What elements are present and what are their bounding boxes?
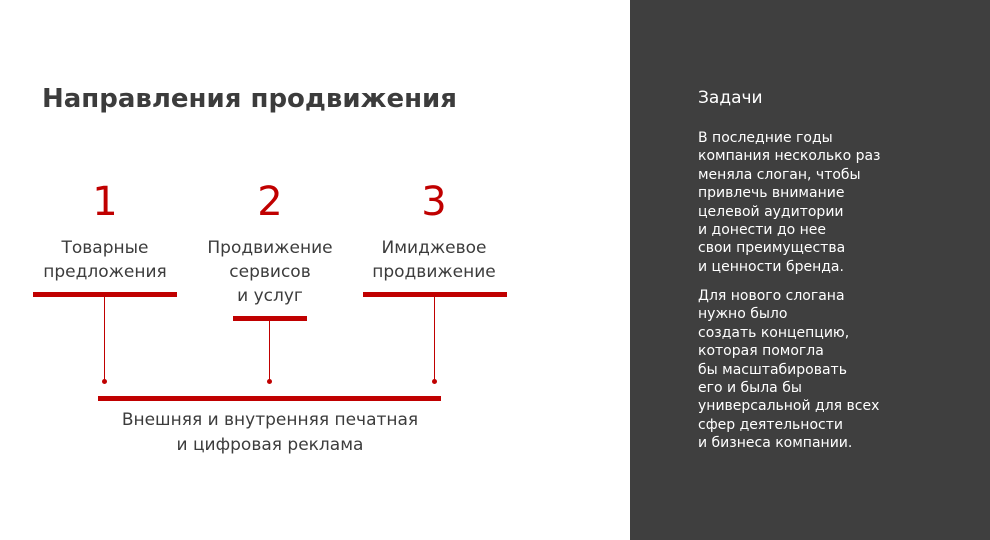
direction-1-label: Товарные предложения <box>43 238 167 282</box>
direction-2-label: Продвижение сервисов и услуг <box>207 238 333 306</box>
advertising-bar <box>98 396 441 401</box>
direction-2-connector-dot <box>267 379 272 384</box>
direction-1-number: 1 <box>92 179 118 225</box>
tasks-paragraph-1: В последние годы компания несколько раз меняла слоган, чтобы привлечь внимание целевой аудитории и донести до нее свои преимущества и ценности бренда. <box>698 130 881 275</box>
direction-2-number: 2 <box>257 179 283 225</box>
direction-2-connector <box>269 321 270 381</box>
direction-1-bar <box>33 292 177 297</box>
direction-3-number: 3 <box>421 179 447 225</box>
advertising-label: Внешняя и внутренняя печатная и цифровая реклама <box>121 410 419 455</box>
tasks-panel <box>630 0 990 540</box>
direction-3-connector <box>434 297 435 381</box>
direction-3-connector-dot <box>432 379 437 384</box>
direction-1-connector-dot <box>102 379 107 384</box>
page-title: Направления продвижения <box>42 84 457 114</box>
tasks-paragraph-2: Для нового слогана нужно было создать концепцию, которая помогла бы масштабировать его и была бы универсальной для всех сфер деятельности и бизнеса компании. <box>698 288 880 452</box>
direction-3-label: Имиджевое продвижение <box>372 238 496 282</box>
direction-1-connector <box>104 297 105 381</box>
direction-2-bar <box>233 316 307 321</box>
tasks-title: Задачи <box>698 88 763 108</box>
direction-3-bar <box>363 292 507 297</box>
